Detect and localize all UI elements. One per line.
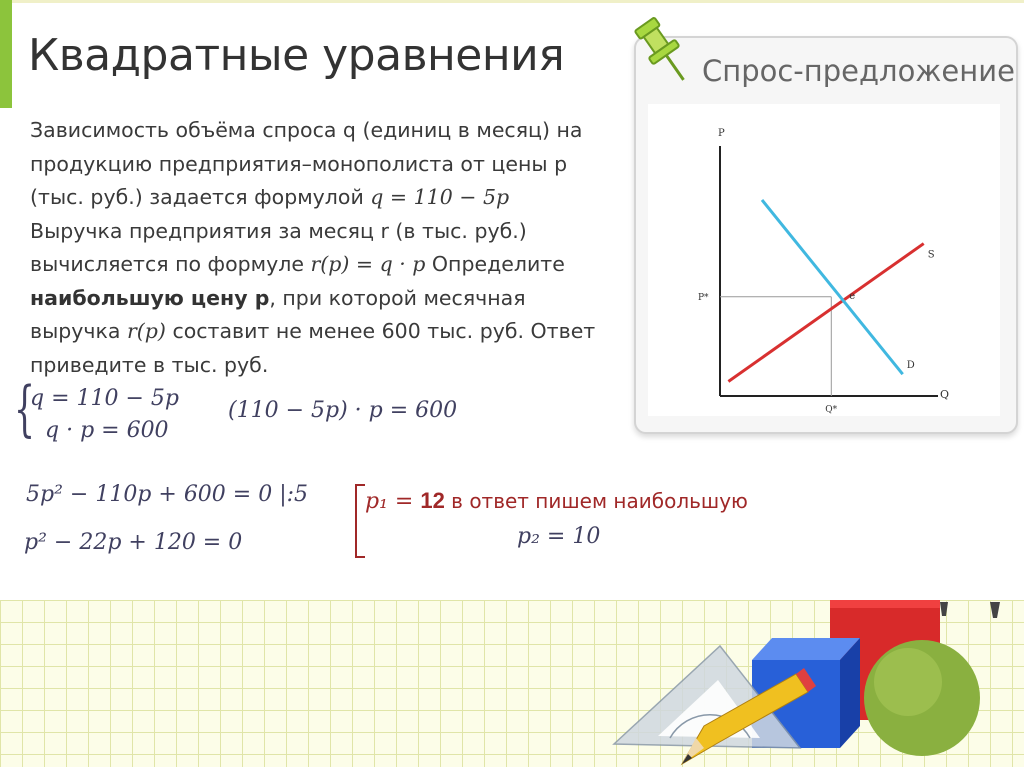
left-accent-bar — [0, 0, 12, 108]
problem-part-2: Выручка предприятия за месяц r (в тыс. руб.) вычисляется по формуле — [30, 218, 527, 276]
p-star-label: P* — [698, 292, 709, 303]
top-accent-line — [0, 0, 1024, 3]
quadratic-eq: 5p² − 110p + 600 = 0 |:5 — [26, 482, 309, 507]
revenue-function: r(p) — [127, 319, 166, 343]
supply-demand-chart — [690, 114, 970, 424]
chart-plot — [698, 128, 949, 415]
equilibrium-label: e — [849, 290, 856, 302]
geometry-illustration — [600, 598, 1024, 767]
card-title: Спрос-предложение — [702, 54, 1015, 88]
roots-bracket — [355, 484, 365, 558]
reduced-eq: p² − 22p + 120 = 0 — [24, 530, 243, 555]
x-axis-label: Q — [940, 388, 950, 401]
root-1-note: в ответ пишем наибольшую — [444, 489, 748, 513]
pushpin-icon — [634, 12, 694, 92]
problem-bold-phrase: наибольшую цену p — [30, 285, 270, 310]
problem-part-3: Определите — [425, 252, 565, 276]
problem-part-5: составит не менее 600 тыс. руб. Ответ приведите в тыс. руб. — [30, 319, 596, 377]
root-1-value: 12 — [420, 488, 445, 513]
system-eq-2: q · p = 600 — [45, 418, 169, 443]
demand-formula: q = 110 − 5p — [370, 185, 510, 209]
root-2: p₂ = 10 — [517, 524, 601, 549]
s-curve-label: S — [927, 249, 935, 261]
slide-title: Квадратные уравнения — [28, 30, 565, 81]
d-curve-label: D — [906, 360, 915, 372]
problem-text — [30, 114, 600, 382]
pushpin-decoration-icons — [940, 602, 1000, 618]
revenue-formula: r(p) = q · p — [310, 252, 426, 276]
substitution-eq: (110 − 5p) · p = 600 — [228, 398, 458, 423]
green-sphere-shape — [864, 640, 980, 756]
root-1 — [365, 488, 748, 514]
problem-part-4: , при которой месячная выручка — [30, 285, 526, 343]
q-star-label: Q* — [825, 405, 838, 415]
system-brace: { — [14, 374, 36, 444]
problem-part-1: Зависимость объёма спроса q (единиц в месяц) на продукцию предприятия–монополиста от цены p (тыс. руб.) задается формулой — [30, 118, 583, 209]
system-eq-1: q = 110 − 5p — [30, 386, 179, 411]
s-curve — [728, 244, 923, 382]
y-axis-label: P — [718, 128, 725, 139]
d-curve — [762, 200, 903, 374]
root-1-lhs: p₁ = — [365, 489, 421, 514]
